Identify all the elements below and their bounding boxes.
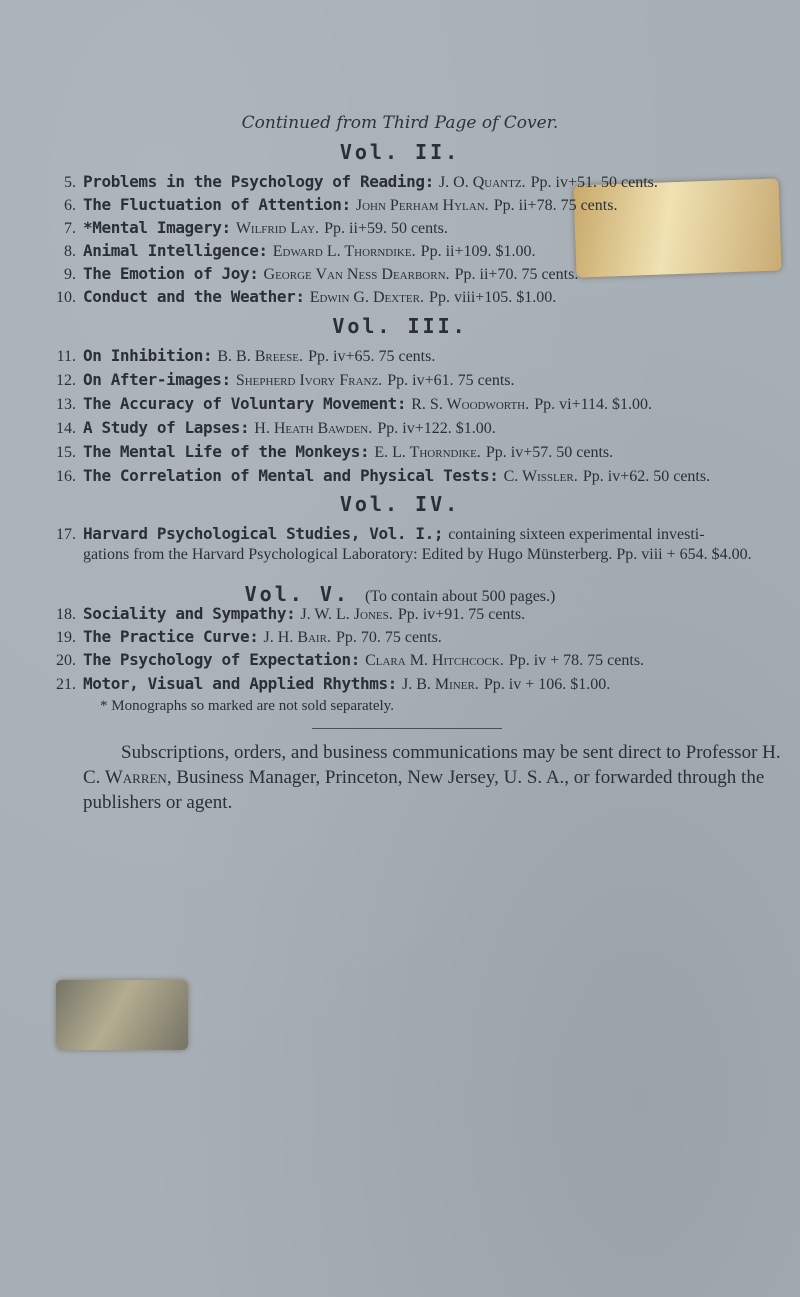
footnote: * Monographs so marked are not sold separately. xyxy=(100,698,394,714)
list-item: 12. On After-images: Shepherd Ivory Franz. Pp. iv+61. 75 cents. xyxy=(56,370,515,389)
list-item: 20. The Psychology of Expectation: Clara M. Hitchcock. Pp. iv + 78. 75 cents. xyxy=(56,650,645,669)
volume-heading xyxy=(0,582,800,606)
list-item: 21. Motor, Visual and Applied Rhythms: J. B. Miner. Pp. iv + 106. $1.00. xyxy=(56,674,611,693)
subscription-notice: Subscriptions, orders, and business communications may be sent direct to Professor H. C. Warren, Business Manager, Princeton, New Jersey, U. S. A., or forwarded through the publishers or agent. xyxy=(83,742,781,813)
list-item: 7. *Mental Imagery: Wilfrid Lay. Pp. ii+59. 50 cents. xyxy=(64,218,448,237)
continuation-header: Continued from Third Page of Cover. xyxy=(241,113,559,133)
volume-heading xyxy=(0,314,800,338)
divider xyxy=(312,728,502,729)
list-item: 10. Conduct and the Weather: Edwin G. Dexter. Pp. viii+105. $1.00. xyxy=(56,287,557,306)
paper-stain xyxy=(56,980,188,1050)
volume-title: Vol. IV. xyxy=(339,492,461,516)
volume-heading xyxy=(0,140,800,164)
list-item: 11. On Inhibition: B. B. Breese. Pp. iv+65. 75 cents. xyxy=(56,346,436,365)
list-item: 17. Harvard Psychological Studies, Vol. I.; containing sixteen experimental investi- gations from the Harvard Psychological Laboratory: Edited by Hugo Münsterberg. Pp. viii + 654. $4.00. xyxy=(56,524,752,563)
list-item: 8. Animal Intelligence: Edward L. Thorndike. Pp. ii+109. $1.00. xyxy=(64,241,536,260)
volume-title: Vol. III. xyxy=(332,314,468,338)
list-item: 19. The Practice Curve: J. H. Bair. Pp. 70. 75 cents. xyxy=(56,627,442,646)
list-item: 9. The Emotion of Joy: George Van Ness Dearborn. Pp. ii+70. 75 cents. xyxy=(64,264,579,283)
volume-note: (To contain about 500 pages.) xyxy=(364,588,556,605)
volume-title: Vol. II. xyxy=(339,140,461,164)
list-item: 16. The Correlation of Mental and Physical Tests: C. Wissler. Pp. iv+62. 50 cents. xyxy=(56,466,711,485)
list-item: 15. The Mental Life of the Monkeys: E. L. Thorndike. Pp. iv+57. 50 cents. xyxy=(56,442,614,461)
list-item: 13. The Accuracy of Voluntary Movement: R. S. Woodworth. Pp. vi+114. $1.00. xyxy=(56,394,653,413)
list-item: 6. The Fluctuation of Attention: John Perham Hylan. Pp. ii+78. 75 cents. xyxy=(64,195,618,214)
list-item: 14. A Study of Lapses: H. Heath Bawden. Pp. iv+122. $1.00. xyxy=(56,418,496,437)
volume-title: Vol. V. xyxy=(244,582,350,606)
list-item: 18. Sociality and Sympathy: J. W. L. Jones. Pp. iv+91. 75 cents. xyxy=(56,604,526,623)
list-item: 5. Problems in the Psychology of Reading: J. O. Quantz. Pp. iv+51. 50 cents. xyxy=(64,172,658,191)
volume-heading xyxy=(0,492,800,516)
